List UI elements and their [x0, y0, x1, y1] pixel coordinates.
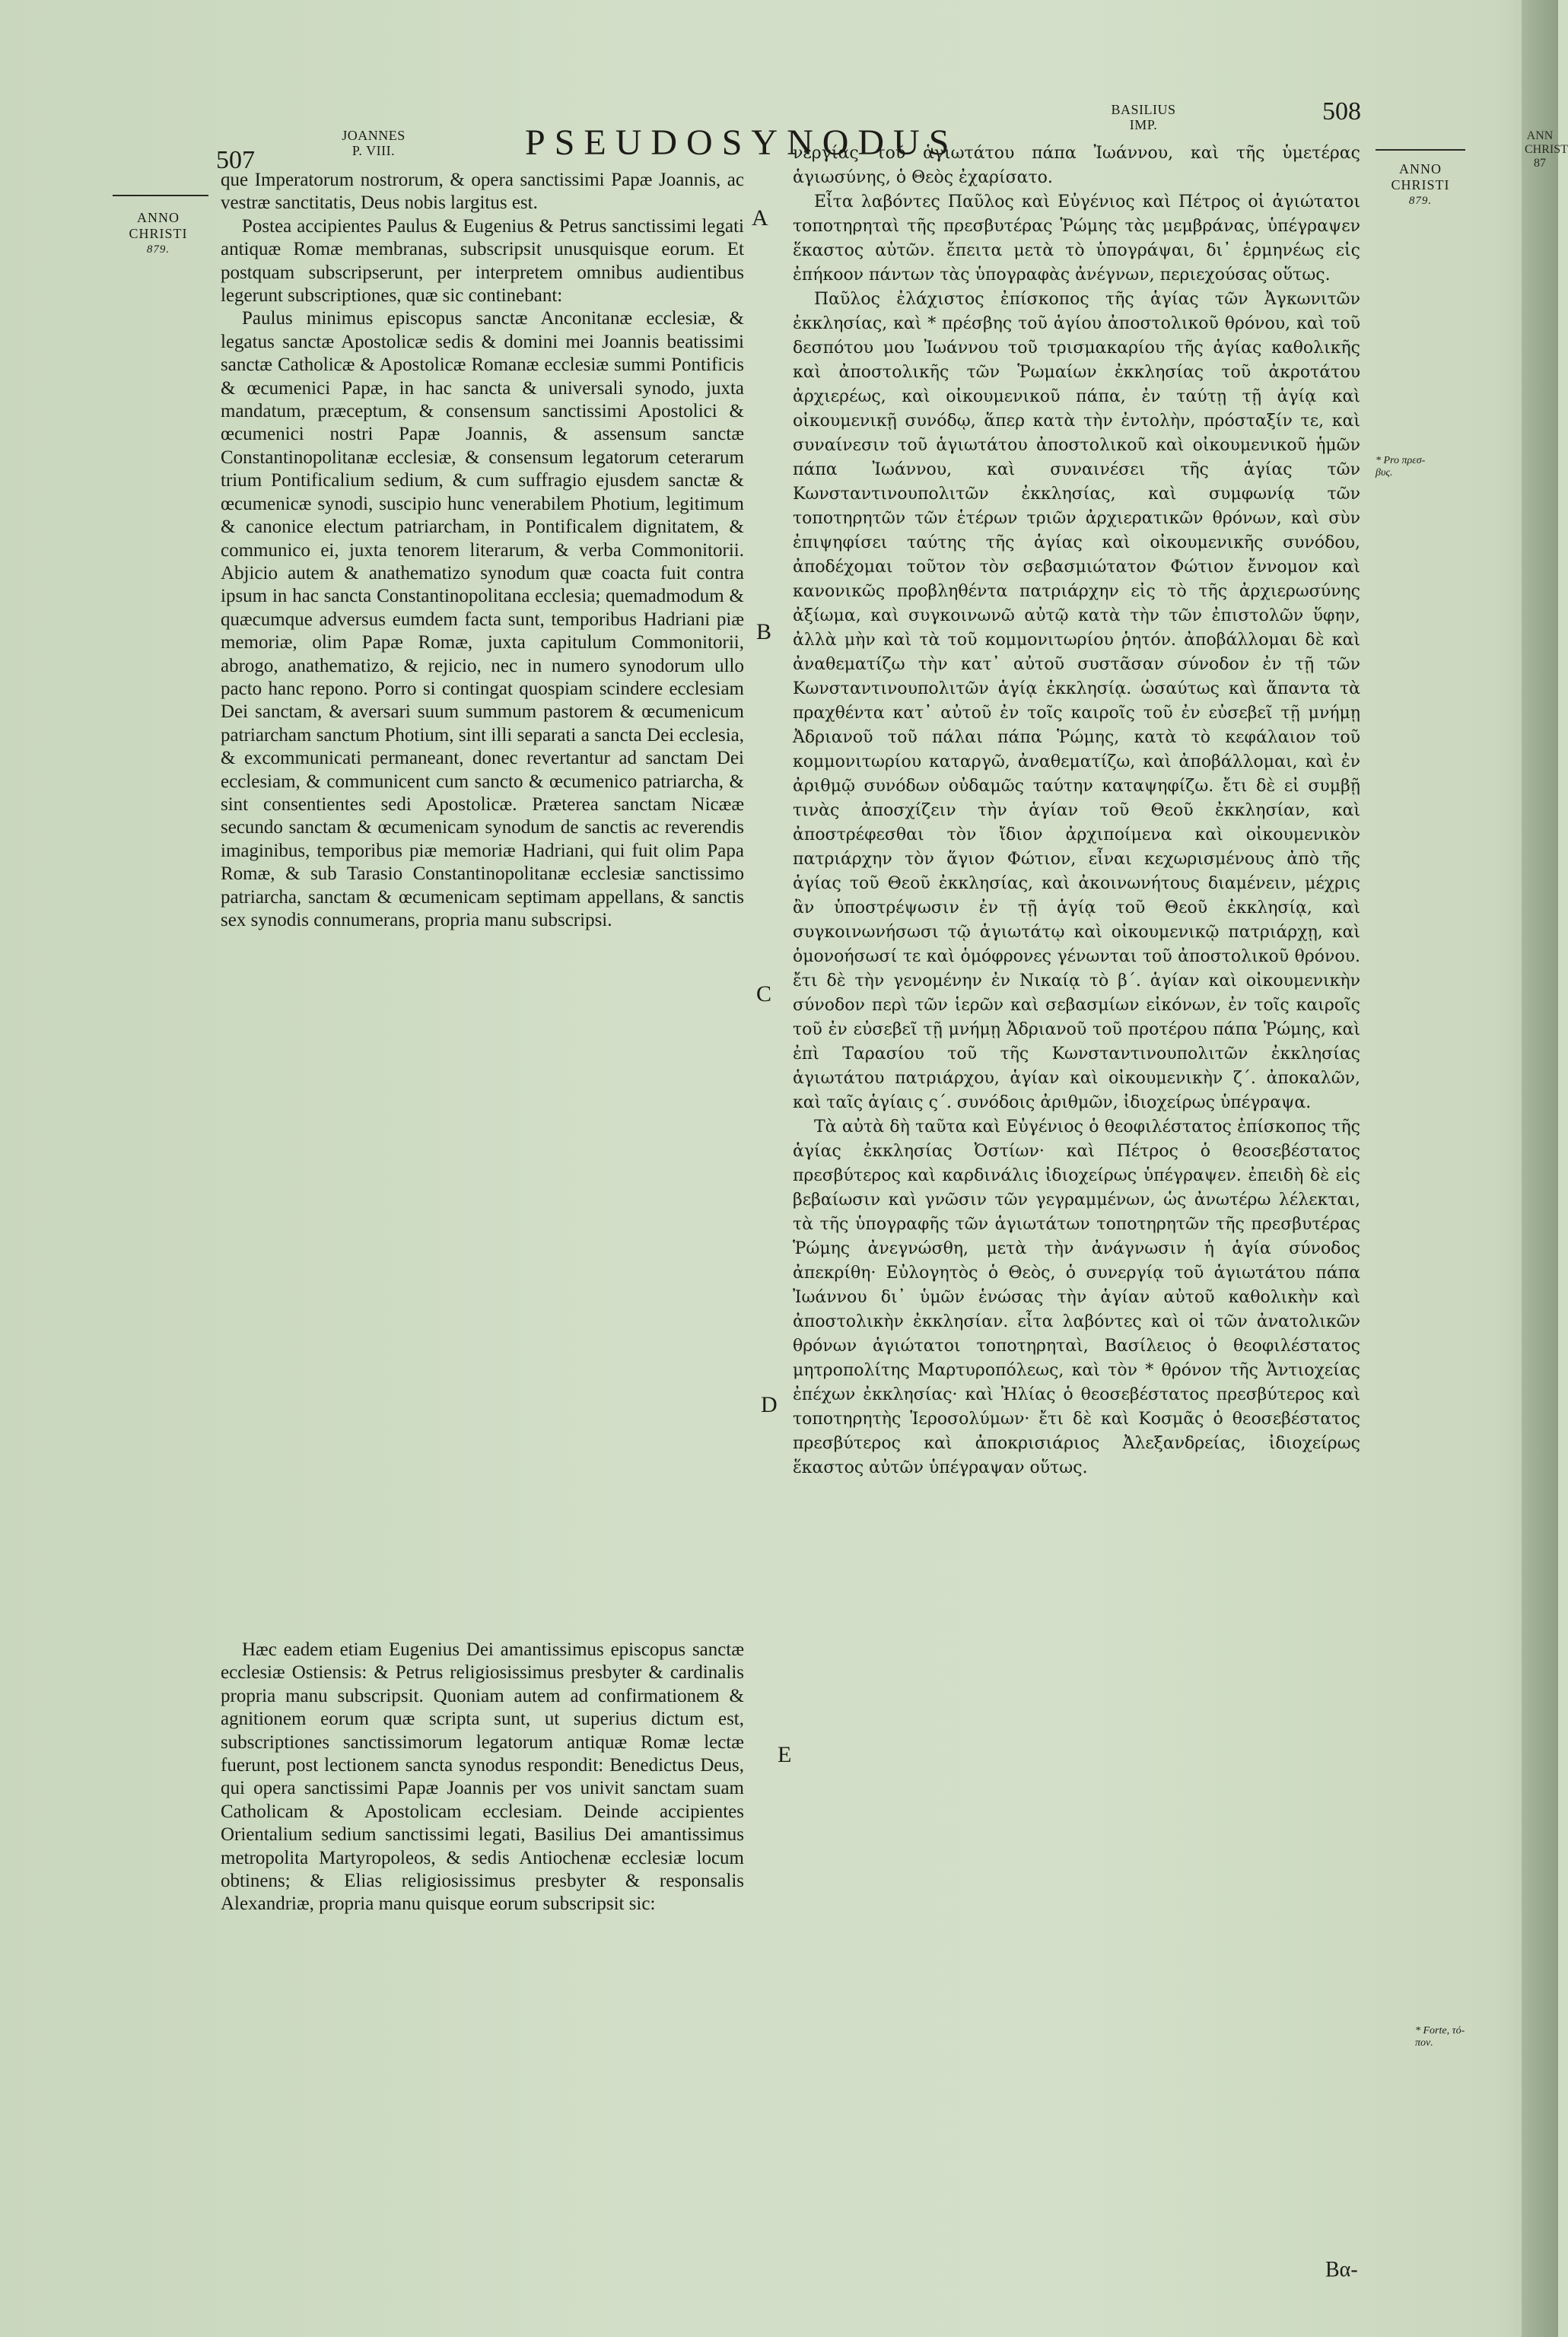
- running-head-right: BASILIUS IMP.: [1111, 102, 1176, 132]
- greek-paragraph: Παῦλος ἐλάχιστος ἐπίσκοπος τῆς ἁγίας τῶν Ἀγκωνιτῶν ἐκκλησίας, καὶ * πρέσβης τοῦ ἁγίου ἀποστολικοῦ θρόνου, καὶ τοῦ δεσπότου μου Ἰωάννου τοῦ τρισμακαρίου τῆς ἁγίας καθολικῆς καὶ ἀποστολικῆς τῶν Ῥωμαίων ἐκκλησίας τοῦ ἀκροτάτου ἀρχιερέως, καὶ οἰκουμενικοῦ πάπα, ἐν ταύτῃ τῇ ἁγίᾳ καὶ οἰκουμενικῇ συνόδῳ, ἅπερ κατὰ τὴν ἐντολὴν, πρόσταξίν τε, καὶ συναίνεσιν τοῦ ἁγιωτάτου ἀποστολικοῦ καὶ οἰκουμενικοῦ ἡμῶν πάπα Ἰωάννου, καὶ συναινέσει τῆς ἁγίας τῶν Κωνσταντινουπολιτῶν ἐκκλησίας, καὶ συμφωνίᾳ τῶν τοποτηρητῶν τῶν ἑτέρων τριῶν ἀρχιερατικῶν θρόνων, καὶ σὺν ἐπιψηφίσει ταύτης τῆς ἁγίας καὶ οἰκουμενικῆς συνόδου, ἀποδέχομαι τοῦτον τὸν σεβασμιώτατον Φώτιον ἔννομον καὶ κανονικῶς προβληθέντα πατριάρχην εἰς τὸ τῆς ἀρχιερωσύνης ἀξίωμα, καὶ συγκοινωνῶ αὐτῷ κατὰ τὴν τῶν ἐπιστολῶν ὕφην, ἀλλὰ μὴν καὶ τὰ τοῦ κομμονιτωρίου ῥητόν. ἀποβάλλομαι δὲ καὶ ἀναθεματίζω τὴν κατ᾽ αὐτοῦ συστᾶσαν σύνοδον ἐν τῇ τῶν Κωνσταντινουπολιτῶν ἁγίᾳ ἐκκλησίᾳ. ὡσαύτως καὶ ἅπαντα τὰ πραχθέντα κατ᾽ αὐτοῦ ἐν τοῖς καιροῖς τοῦ ἐν εὐσεβεῖ τῇ μνήμῃ Ἀδριανοῦ τοῦ πάλαι πάπα Ῥώμης, κατὰ τὸ κεφάλαιον τοῦ κομμονιτωρίου καταργῶ, ἀναθεματίζω, καὶ ἀποβάλλομαι, καὶ ἐν ἀριθμῷ συνόδων οὐδαμῶς ταύτην καταψηφίζω. ἔτι δὲ εἰ συμβῇ τινὰς ἀποσχίζειν τὴν ἁγίαν τοῦ Θεοῦ ἐκκλησίαν, καὶ ἀποστρέφεσθαι τὸν ἴδιον ἀρχιποίμενα καὶ οἰκουμενικὸν πατριάρχην τὸν ἅγιον Φώτιον, εἶναι κεχωρισμένους ἀπὸ τῆς ἁγίας τοῦ Θεοῦ ἐκκλησίας, καὶ ἀκοινωνήτους διαμένειν, μέχρις ἂν ὑποστρέψωσιν ἐν τῇ ἁγίᾳ τοῦ Θεοῦ ἐκκλησίᾳ, καὶ συγκοινωνήσωσι τῷ ἁγιωτάτῳ καὶ οἰκουμενικῷ πατριάρχῃ, καὶ ὁμονοήσωσί τε καὶ ὁμόφρονες γένωνται τοῦ ἀποστολικοῦ θρόνου. ἔτι δὲ τὴν γενομένην ἐν Νικαίᾳ τὸ β΄. ἁγίαν καὶ οἰκουμενικὴν σύνοδον περὶ τῶν ἱερῶν καὶ σεβασμίων εἰκόνων, ἐν τοῖς καιροῖς τοῦ ἐν εὐσεβεῖ τῇ μνήμῃ Ἀδριανοῦ τοῦ προτέρου πάπα Ῥώμης, καὶ ἐπὶ Ταρασίου τοῦ τῆς Κωνσταντινουπολιτῶν ἐκκλησίας ἁγιωτάτου πατριάρχου, ἁγίαν καὶ οἰκουμενικὴν ζ΄. ἀποκαλῶν, καὶ ταῖς ἁγίαις ς΄. συνόδοις ἀριθμῶν, ἰδιοχείρως ὑπέγραψα.: [793, 290, 1360, 1112]
- anno-christi-left: ANNO CHRISTI 879.: [129, 210, 188, 256]
- greek-column: [793, 141, 1360, 1480]
- margin-note-1: * Pro πρεσ- βυς.: [1376, 455, 1426, 479]
- section-letter-c: C: [756, 981, 772, 1006]
- catchword: Βα-: [1325, 2258, 1358, 2281]
- latin-paragraph: que Imperatorum nostrorum, & opera sanctissimi Papæ Joannis, ac vestræ sanctitatis, Deus nobis largitus est.: [221, 170, 744, 214]
- section-letter-b: B: [756, 619, 772, 644]
- page-number-right: 508: [1322, 97, 1361, 126]
- greek-paragraph: Εἶτα λαβόντες Παῦλος καὶ Εὐγένιος καὶ Πέτρος οἱ ἁγιώτατοι τοποτηρηταὶ τῆς πρεσβυτέρας Ῥώμης τὰς μεμβράνας, ὑπέγραψεν ἕκαστος αὐτῶν. ἔπειτα μετὰ τὸ ὑπογράψαι, δι᾽ ἑρμηνέως εἰς ἐπήκοον πάντων τὰς ὑπογραφὰς ἀνέγνων, περιεχούσας οὕτως.: [793, 192, 1360, 285]
- right-margin-rule: [1376, 149, 1465, 151]
- latin-paragraph: Paulus minimus episcopus sanctæ Anconitanæ ecclesiæ, & legatus sanctæ Apostolicæ sedis & domini mei Joannis beatissimi sanctæ Catholicæ & Apostolicæ Romanæ ecclesiæ summi Pontificis & œcumenici Papæ, in hac sancta & universali synodo, juxta mandatum, præceptum, & consensum sanctissimi Apostolici & œcumenici nostri Papæ Joannis, & assensum sanctæ Constantinopolitanæ ecclesiæ, & consensum legatorum ceterarum trium Pontificalium sedium, & cum suffragio ejusdem sanctæ & œcumenicæ synodi, suscipio hunc venerabilem Photium, legitimum & canonice electum patriarcham, in Pontificalem dignitatem, & communico ei, juxta tenorem literarum, & verba Commonitorii. Abjicio autem & anathematizo synodum quæ coacta fuit contra ipsum in hac sancta Constantinopolitana ecclesia; quemadmodum & quæcumque adversus eumdem facta sunt, temporibus Hadriani piæ memoriæ, olim Papæ Romæ, juxta capitulum Commonitorii, abrogo, anathematizo, & rejicio, nec in numero synodorum ullo pacto hanc repono. Porro si contingat quospiam scindere ecclesiam Dei sanctam, & aversari suum summum pastorem & œcumenicum patriarcham sanctum Photium, sint illi separati a sancta Dei ecclesia, & excommunicati permaneant, donec revertantur ad sanctam Dei ecclesiam, & communicent cum sancto & œcumenico patriarcha, & sint consentientes sedi Apostolicæ. Præterea sanctam Nicææ secundo sanctam & œcumenicam synodum de sanctis ac reverendis imaginibus, temporibus piæ memoriæ Hadriani, qui fuit olim Papa Romæ, & sub Tarasio Constantinopolitanæ ecclesiæ sanctissimo patriarcha, sanctam & œcumenicam septimam appellans, & sanctis sex synodis connumerans, propria manu subscripsi.: [221, 308, 744, 930]
- latin-column: [221, 169, 744, 932]
- left-margin-rule: [113, 195, 208, 196]
- page-number-left: 507: [216, 146, 255, 174]
- latin-paragraph: Hæc eadem etiam Eugenius Dei amantissimus episcopus sanctæ ecclesiæ Ostiensis: & Petrus religiosissimus presbyter & cardinalis propria manu subscripsit. Quoniam autem ad confirmationem & agnitionem eorum quæ scripta sunt, ut superius dictum est, subscriptiones sanctissimorum legatorum antiquæ Romæ lectæ fuerunt, post lectionem sancta synodus respondit: Benedictus Deus, qui opera sanctissimi Papæ Joannis per vos univit sanctam suam Catholicam & Apostolicam ecclesiam. Deinde accipientes Orientalium sedium sanctissimi legati, Basilius Dei amantissimus metropolita Martyropoleos, & sedis Antiochenæ ecclesiæ locum obtinens; & Elias religiosissimus presbyter & responsalis Alexandriæ, propria manu quisque eorum subscripsit sic:: [221, 1639, 744, 1915]
- greek-paragraph: νεργίας τοῦ ἁγιωτάτου πάπα Ἰωάννου, καὶ τῆς ὑμετέρας ἁγιωσύνης, ὁ Θεὸς ἐχαρίσατο.: [793, 144, 1360, 187]
- running-head-left: JOANNES P. VIII.: [342, 128, 406, 158]
- section-letter-e: E: [778, 1742, 792, 1767]
- latin-paragraph: Postea accipientes Paulus & Eugenius & Petrus sanctissimi legati antiquæ Romæ membranas, subscripsit unusquisque eorum. Et postquam subscripserunt, per interpretem omnibus audientibus legerunt subscriptiones, quæ sic continebant:: [221, 215, 744, 307]
- greek-paragraph: Τὰ αὐτὰ δὴ ταῦτα καὶ Εὐγένιος ὁ θεοφιλέστατος ἐπίσκοπος τῆς ἁγίας ἐκκλησίας Ὀστίων· καὶ Πέτρος ὁ θεοσεβέστατος πρεσβύτερος καὶ καρδινάλις ἰδιοχείρως ὑπέγραψεν. ἐπειδὴ δὲ εἰς βεβαίωσιν καὶ γνῶσιν τῶν γεγραμμένων, ὡς ἀνωτέρω λέλεκται, τὰ τῆς ὑπογραφῆς τῶν ἁγιωτάτων τοποτηρητῶν τῆς πρεσβυτέρας Ῥώμης ἀνεγνώσθη, μετὰ τὴν ἀνάγνωσιν ἡ ἁγία σύνοδος ἀπεκρίθη· Εὐλογητὸς ὁ Θεὸς, ὁ συνεργίᾳ τοῦ ἁγιωτάτου πάπα Ἰωάννου δι᾽ ὑμῶν ἑνώσας τὴν ἁγίαν αὐτοῦ καθολικὴν καὶ ἀποστολικὴν ἐκκλησίαν. εἶτα λαβόντες καὶ οἱ τῶν ἀνατολικῶν θρόνων ἁγιώτατοι τοποτηρηταὶ, Βασίλειος ὁ θεοφιλέστατος μητροπολίτης Μαρτυροπόλεως, καὶ τὸν * θρόνον τῆς Ἀντιοχείας ἐπέχων ἐκκλησίας· καὶ Ἠλίας ὁ θεοσεβέστατος πρεσβύτερος καὶ τοποτηρητὴς Ἱεροσολύμων· ἔτι δὲ καὶ Κοσμᾶς ὁ θεοσεβέστατος πρεσβύτερος καὶ ἀποκρισιάριος Ἀλεξανδρείας, ἰδιοχείρως ἕκαστος αὐτῶν ὑπέγραψαν οὕτως.: [793, 1118, 1360, 1477]
- section-letter-a: A: [752, 205, 768, 231]
- page-title: PSEUDOSYNODUS: [525, 122, 959, 163]
- anno-christi-right: ANNO CHRISTI 879.: [1391, 161, 1450, 207]
- section-letter-d: D: [761, 1392, 778, 1417]
- facing-page-edge: [1522, 0, 1568, 2337]
- latin-column-lower: [221, 1639, 744, 1916]
- margin-note-2: * Forte, τό- πον.: [1415, 2025, 1465, 2049]
- facing-page-anno: ANN CHRIST 87: [1525, 129, 1568, 170]
